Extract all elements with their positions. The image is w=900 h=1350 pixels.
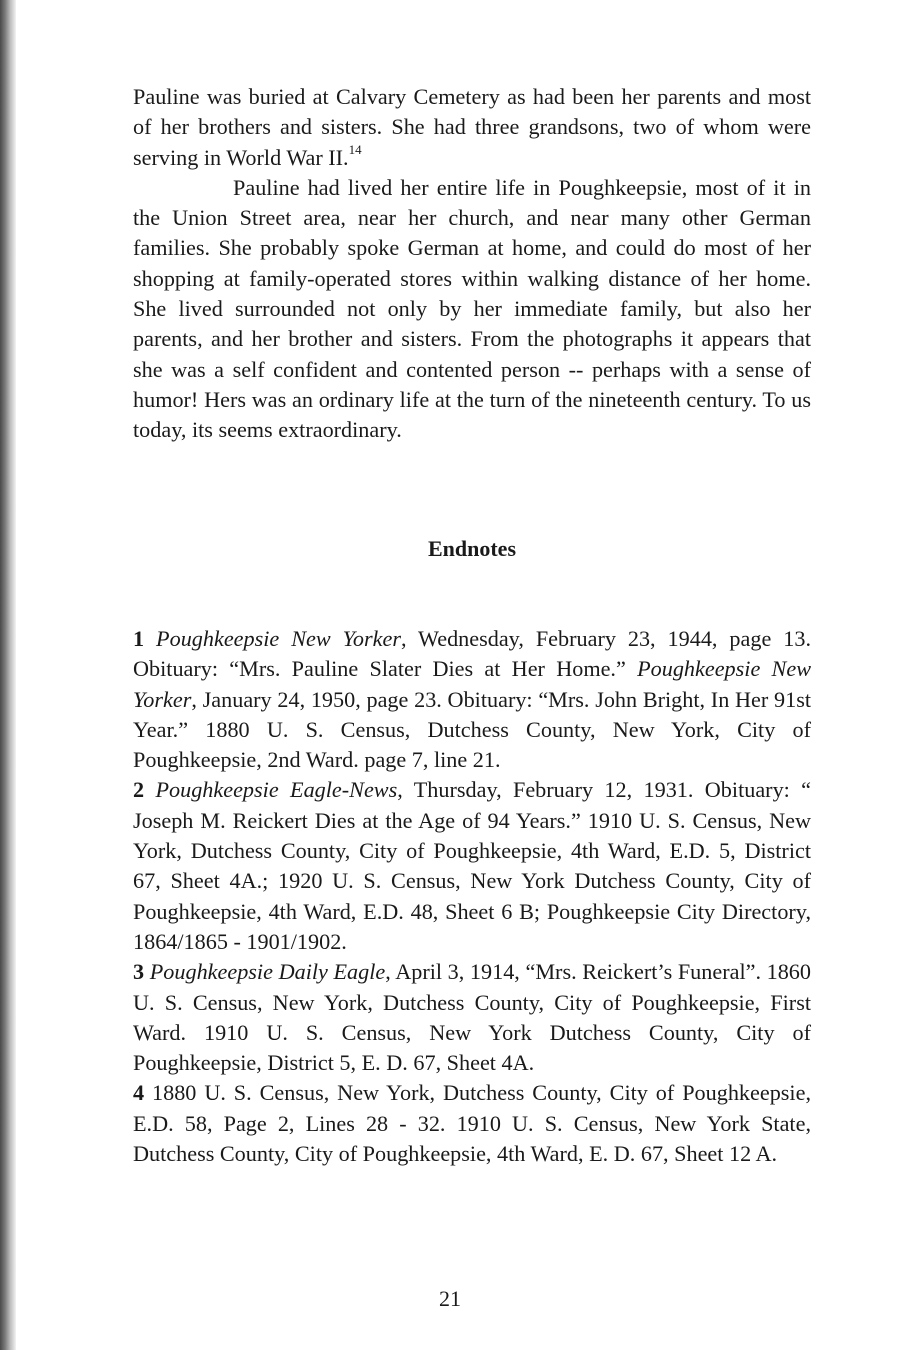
endnote-4 [133, 1078, 811, 1169]
page-content [133, 82, 812, 1167]
endnote-2 [133, 775, 811, 957]
source-title: Poughkeepsie Daily Eagle [149, 959, 386, 985]
citation-text: , January 24, 1950, page 23. Obituary: “Mrs. John Bright, In Her 91st Year.” 1880 U. S. Census, Dutchess County, New York, City of Poughkeepsie, 2nd Ward. page 7, line 21. [133, 686, 811, 773]
endnote-1 [133, 624, 811, 775]
citation-text: , Thursday, February 12, 1931. Obituary: “ Joseph M. Reickert Dies at the Age of 94 Years.” 1910 U. S. Census, New York, Dutchess County, City of Poughkeepsie, 4th Ward, E.D. 5, District 67, Sheet 4A.; 1920 U. S. Census, New York Dutchess County, City of Poughkeepsie, 4th Ward, E.D. 48, Sheet 6 B; Poughkeepsie City Directory, 1864/1865 - 1901/1902. [133, 777, 812, 954]
source-title: Poughkeepsie New Yorker [156, 626, 401, 651]
endnote-number: 3 [133, 959, 145, 985]
endnote-number: 1 [133, 626, 145, 651]
endnote-number: 4 [133, 1080, 145, 1106]
footnote-reference-14: 14 [348, 142, 362, 158]
scan-edge-shadow [0, 0, 16, 1350]
body-paragraph-2: Pauline had lived her entire life in Poughkeepsie, most of it in the Union Street area, near her church, and near many other German families. She probably spoke German at home, and could do most of her shopping at family-operated stores within walking distance of her home. She lived surrounded not only by her immediate family, but also her parents, and her brother and sisters. From the photographs it appears that she was a self confident and contented person -- perhaps with a sense of humor! Hers was an ordinary life at the turn of the nineteenth century. To us today, its seems extraordinary. [133, 174, 811, 443]
source-title: Poughkeepsie New Yorker [133, 656, 811, 712]
page-number: 21 [439, 1286, 461, 1311]
citation-text: , Wednesday, February 23, 1944, page 13. Obituary: “Mrs. Pauline Slater Dies at Her Home.” [133, 626, 811, 682]
endnote-number: 2 [133, 777, 145, 803]
endnotes-list [133, 624, 811, 1169]
source-title: Poughkeepsie Eagle-News [155, 777, 398, 803]
body-paragraph-1-text: Pauline was buried at Calvary Cemetery as had been her parents and most of her brothers and sisters. She had three grandsons, two of whom were serving in World War II. [133, 84, 811, 170]
citation-text: , April 3, 1914, “Mrs. Reickert’s Funeral”. 1860 U. S. Census, New York, Dutchess County, City of Poughkeepsie, First Ward. 1910 U. S. Census, New York Dutchess County, City of Poughkeepsie, District 5, E. D. 67, Sheet 4A. [133, 959, 811, 1076]
endnotes-heading: Endnotes [427, 536, 517, 561]
endnote-3 [133, 957, 811, 1078]
body-paragraph-1 [133, 82, 811, 173]
citation-text: 1880 U. S. Census, New York, Dutchess County, City of Poughkeepsie, E.D. 58, Page 2, Lines 28 - 32. 1910 U. S. Census, New York State, Dutchess County, City of Poughkeepsie, 4th Ward, E. D. 67, Sheet 12 A. [133, 1080, 811, 1167]
